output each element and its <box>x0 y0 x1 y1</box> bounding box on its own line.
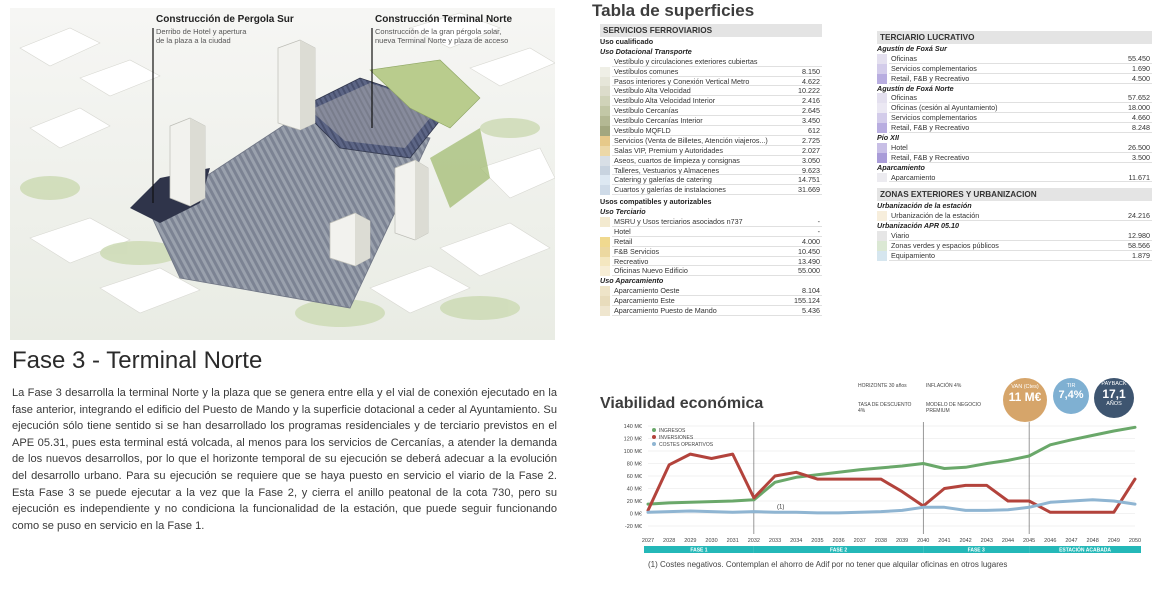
kpi-payback-value: 17,1 <box>1102 387 1126 401</box>
chart-footnote: (1) Costes negativos. Contemplan el ahorro de Adif por no tener que alquilar oficinas en otros lugares <box>648 560 1008 569</box>
phase-title: Fase 3 - Terminal Norte <box>12 347 263 374</box>
color-swatch <box>600 306 610 316</box>
phase-label: FASE 1 <box>690 547 708 554</box>
surface-row <box>600 237 822 247</box>
surface-value: 2.027 <box>802 145 820 155</box>
color-swatch <box>600 257 610 267</box>
surface-row <box>877 113 1152 123</box>
surface-label: Retail, F&B y Recreativo <box>891 123 970 133</box>
phase-label: FASE 2 <box>829 547 848 554</box>
color-swatch <box>600 86 610 96</box>
x-tick-label: 2028 <box>663 538 676 544</box>
surface-row <box>600 106 822 116</box>
surface-value: 4.660 <box>1132 113 1150 123</box>
color-swatch <box>877 93 887 103</box>
surface-value: 26.500 <box>1128 142 1150 152</box>
color-swatch <box>877 113 887 123</box>
legend-label: COSTES OPERATIVOS <box>659 442 714 448</box>
surface-label: Vestíbulo Cercanías <box>614 106 679 116</box>
x-tick-label: 2032 <box>747 538 760 544</box>
section-zonas-exteriores: ZONAS EXTERIORES Y URBANIZACION <box>877 188 1152 201</box>
surface-label: Vestíbulos comunes <box>614 66 679 76</box>
y-tick-label: 0 M€ <box>629 511 642 518</box>
x-tick-label: 2042 <box>959 538 972 544</box>
surface-value: 2.645 <box>802 106 820 116</box>
x-tick-label: 2027 <box>641 538 655 544</box>
row-divider <box>889 132 1152 133</box>
x-tick-label: 2047 <box>1065 538 1078 544</box>
surface-label: Aparcamiento Oeste <box>614 286 680 296</box>
surface-label: Vestíbulo y circulaciones exteriores cubiertas <box>614 56 758 66</box>
surface-label: Vestíbulo Alta Velocidad Interior <box>614 96 716 106</box>
x-tick-label: 2029 <box>684 538 697 544</box>
x-tick-label: 2048 <box>1086 538 1099 544</box>
surface-row <box>600 86 822 96</box>
surface-group-title: Uso Terciario <box>600 207 646 217</box>
y-tick-label: 120 M€ <box>623 436 642 443</box>
surface-row <box>600 116 822 126</box>
kpi-tir <box>1053 378 1089 414</box>
surface-row <box>877 241 1152 251</box>
legend-label: INVERSIONES <box>659 435 694 441</box>
color-swatch <box>600 77 610 87</box>
callout-norte-title: Construcción Terminal Norte <box>375 14 513 25</box>
surface-row <box>600 286 822 296</box>
surface-row <box>877 54 1152 64</box>
y-tick-label: 100 M€ <box>623 449 642 455</box>
surface-row <box>600 146 822 156</box>
color-swatch <box>600 227 610 237</box>
surfaces-table-left <box>600 24 822 316</box>
color-swatch <box>600 57 610 67</box>
color-swatch <box>600 126 610 136</box>
surface-row <box>877 143 1152 153</box>
surface-label: F&B Servicios <box>614 246 660 256</box>
aerial-drawing <box>10 8 555 340</box>
surface-label: Oficinas (cesión al Ayuntamiento) <box>891 103 998 113</box>
surface-value: 2.725 <box>802 135 820 145</box>
surface-label: Retail, F&B y Recreativo <box>891 152 970 162</box>
color-swatch <box>877 64 887 74</box>
legend-marker <box>652 442 656 446</box>
x-tick-label: 2031 <box>726 538 739 544</box>
surface-label: Vestíbulo MQFLD <box>614 126 671 136</box>
x-tick-label: 2030 <box>705 538 718 544</box>
surface-label: Aseos, cuartos de limpieza y consignas <box>614 155 740 165</box>
color-swatch <box>877 153 887 163</box>
row-divider <box>889 83 1152 84</box>
surface-group-title: Urbanización de la estación <box>877 201 972 211</box>
chart-annotation: (1) <box>777 504 785 511</box>
surface-row <box>600 257 822 267</box>
color-swatch <box>877 123 887 133</box>
y-tick-label: 80 M€ <box>626 461 642 468</box>
color-swatch <box>600 156 610 166</box>
surface-group-title: Uso Aparcamiento <box>600 276 664 286</box>
surface-label: Viario <box>891 231 910 241</box>
color-swatch <box>600 286 610 296</box>
viability-title: Viabilidad económica <box>600 395 764 412</box>
surface-value: 3.050 <box>802 155 820 165</box>
y-tick-label: -20 M€ <box>624 524 642 530</box>
color-swatch <box>600 237 610 247</box>
surface-row <box>877 64 1152 74</box>
surface-value: 8.104 <box>802 286 820 296</box>
legend-marker <box>652 428 656 432</box>
surface-label: Hotel <box>891 142 908 152</box>
section-terciario-lucrativo: TERCIARIO LUCRATIVO <box>877 31 1152 44</box>
surface-row <box>600 227 822 237</box>
surface-label: Servicios complementarios <box>891 63 977 73</box>
kpi-van-value: 11 M€ <box>1008 390 1042 404</box>
row-divider <box>612 315 822 316</box>
surface-value: 1.879 <box>1132 250 1150 260</box>
surface-label: Vestíbulo Cercanías Interior <box>614 116 703 126</box>
surface-value: 5.436 <box>802 306 820 316</box>
surface-value: 3.450 <box>802 116 820 126</box>
surface-label: Pasos interiores y Conexión Vertical Metro <box>614 76 750 86</box>
surface-label: Vestíbulo Alta Velocidad <box>614 86 691 96</box>
legend-tasa-descuento: TASA DE DESCUENTO 4% <box>858 402 912 414</box>
color-swatch <box>600 96 610 106</box>
color-swatch <box>600 136 610 146</box>
legend-marker <box>652 435 656 439</box>
surface-row <box>600 57 822 67</box>
surface-value: 10.450 <box>798 246 820 256</box>
x-tick-label: 2036 <box>832 538 845 544</box>
surface-label: Recreativo <box>614 256 649 266</box>
x-tick-label: 2040 <box>917 538 930 544</box>
surface-label: Zonas verdes y espacios públicos <box>891 241 999 251</box>
surface-row <box>600 175 822 185</box>
color-swatch <box>877 74 887 84</box>
x-tick-label: 2045 <box>1023 538 1036 544</box>
row-divider <box>889 162 1152 163</box>
color-swatch <box>877 241 887 251</box>
surface-label: Hotel <box>614 226 631 236</box>
color-swatch <box>600 67 610 77</box>
color-swatch <box>600 296 610 306</box>
x-tick-label: 2035 <box>811 538 824 544</box>
surface-row <box>600 247 822 257</box>
surface-row <box>877 74 1152 84</box>
color-swatch <box>600 185 610 195</box>
surface-label: Aparcamiento Puesto de Mando <box>614 306 717 316</box>
surface-row <box>877 103 1152 113</box>
callout-sur-desc-1: Derribo de Hotel y apertura <box>156 27 247 36</box>
surface-row <box>877 211 1152 221</box>
surface-label: Servicios complementarios <box>891 113 977 123</box>
surface-value: 24.216 <box>1128 211 1150 221</box>
row-divider <box>612 194 822 195</box>
subsection-uso-cualificado: Uso cualificado <box>600 37 654 46</box>
x-tick-label: 2050 <box>1128 538 1142 544</box>
surface-value: 8.248 <box>1132 123 1150 133</box>
surface-row <box>600 67 822 77</box>
surface-label: Retail, F&B y Recreativo <box>891 73 970 83</box>
surface-value: 11.671 <box>1128 172 1150 182</box>
surface-value: 4.622 <box>802 76 820 86</box>
surface-group-title: Pío XII <box>877 133 899 143</box>
kpi-payback-label: PAYBACK <box>1101 381 1127 387</box>
surface-label: Talleres, Vestuarios y Almacenes <box>614 165 720 175</box>
surface-row <box>877 251 1152 261</box>
x-tick-label: 2044 <box>1001 538 1015 544</box>
y-tick-label: 40 M€ <box>626 486 642 493</box>
surface-row <box>877 153 1152 163</box>
surface-value: 12.980 <box>1128 231 1150 241</box>
surface-row <box>600 156 822 166</box>
surface-value: - <box>817 226 820 236</box>
surface-row <box>877 123 1152 133</box>
surface-group-title: Agustín de Foxá Norte <box>877 83 954 93</box>
color-swatch <box>877 103 887 113</box>
surface-group-title: Aparcamiento <box>877 162 925 172</box>
surface-label: Cuartos y galerías de instalaciones <box>614 185 726 195</box>
color-swatch <box>600 106 610 116</box>
color-swatch <box>877 211 887 221</box>
surface-row <box>600 266 822 276</box>
surface-value: 58.566 <box>1128 241 1150 251</box>
row-divider <box>889 220 1152 221</box>
kpi-tir-value: 7,4% <box>1058 389 1084 401</box>
surface-row <box>877 93 1152 103</box>
surface-label: Urbanización de la estación <box>891 211 980 221</box>
phase-label: FASE 3 <box>967 547 985 554</box>
aerial-illustration <box>10 8 555 340</box>
surface-label: Retail <box>614 236 633 246</box>
surface-label: Servicios (Venta de Billetes, Atención viajeros...) <box>614 135 768 145</box>
phase-body: La Fase 3 desarrolla la terminal Norte y la plaza que se genera entre ella y el vial de conexión ejecutado en la fase anterior, integrando el edificio del Puesto de Mando y la superficie dotacional a ceder al Ayuntamiento. Su ejecución sólo tiene sentido si se han desarrollado los programas residenciales y de terciario previstos en el APE 05.31, pues esta terminal está volcada, al menos para los servicios de Cercanías, a atender la demanda de los nuevos desarrollos, por lo que el horizonte temporal de su ejecución se deberá adecuar a la evolución del desarrollo urbano. Para su ejecución se requiere que se haya puesto en servicio el viario de la Fase 2. Esta Fase 3 se puede ejecutar a la vez que la Fase 2, y cierra el anillo peatonal de la cota 730, pero su ejecución es independiente y no condiciona la funcionalidad de la estación, que puede seguir funcionando como se puso en servicio en la Fase 1. <box>12 387 557 532</box>
phase-label: ESTACIÓN ACABADA <box>1059 547 1112 554</box>
surface-value: 10.222 <box>798 86 820 96</box>
surface-row <box>600 77 822 87</box>
x-tick-label: 2046 <box>1044 538 1057 544</box>
surface-value: 3.500 <box>1132 152 1150 162</box>
row-divider <box>612 275 822 276</box>
surface-value: 8.150 <box>802 66 820 76</box>
x-tick-label: 2043 <box>980 538 993 544</box>
color-swatch <box>600 116 610 126</box>
x-tick-label: 2037 <box>853 538 866 544</box>
kpi-payback <box>1094 378 1134 418</box>
row-divider <box>889 181 1152 182</box>
color-swatch <box>600 247 610 257</box>
surface-label: Equipamiento <box>891 250 935 260</box>
series-line <box>648 454 1135 512</box>
x-tick-label: 2041 <box>938 538 951 544</box>
color-swatch <box>600 217 610 227</box>
surface-value: 612 <box>808 126 820 136</box>
surface-label: MSRU y Usos terciarios asociados n737 <box>614 217 743 227</box>
surface-row <box>877 231 1152 241</box>
surface-value: - <box>817 217 820 227</box>
color-swatch <box>600 146 610 156</box>
surface-row <box>600 217 822 227</box>
surface-row <box>600 96 822 106</box>
kpi-van-label: VAN (Ctes) <box>1011 384 1039 390</box>
surfaces-table-title: Tabla de superficies <box>592 1 755 20</box>
surface-value: 1.690 <box>1132 63 1150 73</box>
y-tick-label: 20 M€ <box>626 499 642 505</box>
color-swatch <box>877 231 887 241</box>
legend-inflacion: INFLACIÓN 4% <box>926 383 962 389</box>
color-swatch <box>600 175 610 185</box>
y-tick-label: 140 M€ <box>623 424 642 430</box>
kpi-tir-label: TIR <box>1066 383 1076 389</box>
surface-row <box>877 173 1152 183</box>
legend-label: INGRESOS <box>659 428 686 434</box>
x-tick-label: 2039 <box>895 538 909 544</box>
surface-value: 31.669 <box>798 185 820 195</box>
surface-value: 13.490 <box>798 256 820 266</box>
surface-group-title: Agustín de Foxá Sur <box>877 44 947 53</box>
surface-value: 55.450 <box>1128 53 1150 63</box>
color-swatch <box>877 143 887 153</box>
viability-chart <box>600 420 1145 565</box>
surface-group-title: Uso Dotacional Transporte <box>600 46 692 56</box>
surface-group-title: Urbanización APR 05.10 <box>877 221 960 231</box>
color-swatch <box>877 173 887 183</box>
surface-value: 9.623 <box>802 165 820 175</box>
legend-horizonte: HORIZONTE 30 años <box>858 383 907 389</box>
surface-value: 18.000 <box>1128 103 1150 113</box>
surface-value: 57.652 <box>1128 93 1150 103</box>
surface-row <box>600 306 822 316</box>
viability-chart-svg <box>600 420 1145 565</box>
surface-value: 4.000 <box>802 236 820 246</box>
surfaces-table-right <box>877 31 1152 261</box>
color-swatch <box>877 251 887 261</box>
surface-label: Salas VIP, Premium y Autoridades <box>614 145 723 155</box>
y-tick-label: 60 M€ <box>626 474 642 480</box>
x-tick-label: 2033 <box>768 538 782 544</box>
x-tick-label: 2049 <box>1107 538 1120 544</box>
surface-value: 4.500 <box>1132 73 1150 83</box>
x-tick-label: 2038 <box>874 538 888 544</box>
surface-label: Oficinas <box>891 53 917 63</box>
legend-modelo-negocio: MODELO DE NEGOCIO PREMIUM <box>926 402 982 414</box>
color-swatch <box>600 266 610 276</box>
surface-row <box>600 166 822 176</box>
row-divider <box>889 260 1152 261</box>
callout-norte-desc-2: nueva Terminal Norte y plaza de acceso <box>375 36 509 45</box>
surface-value: 155.124 <box>794 296 820 306</box>
kpi-payback-sub: AÑOS <box>1106 401 1122 407</box>
kpi-van <box>1003 378 1047 422</box>
color-swatch <box>600 166 610 176</box>
surface-row <box>600 136 822 146</box>
surface-label: Oficinas <box>891 93 917 103</box>
color-swatch <box>877 54 887 64</box>
subsection-usos-compatibles: Usos compatibles y autorizables <box>600 197 712 207</box>
callout-sur-title: Construcción de Pergola Sur <box>156 14 294 25</box>
surface-label: Oficinas Nuevo Edificio <box>614 266 688 276</box>
surface-value: 14.751 <box>798 175 820 185</box>
callout-norte-desc-1: Construcción de la gran pérgola solar, <box>375 27 502 36</box>
x-tick-label: 2034 <box>790 538 803 544</box>
surface-value: 2.416 <box>802 96 820 106</box>
callout-sur-desc-2: de la plaza a la ciudad <box>156 36 231 45</box>
surface-row <box>600 185 822 195</box>
surface-label: Catering y galerías de catering <box>614 175 712 185</box>
surface-row <box>600 126 822 136</box>
series-line <box>648 427 1135 504</box>
surface-label: Aparcamiento Este <box>614 296 675 306</box>
surface-label: Aparcamiento <box>891 172 936 182</box>
section-servicios-ferroviarios: SERVICIOS FERROVIARIOS <box>600 24 822 37</box>
surface-row <box>600 296 822 306</box>
surface-value: 55.000 <box>798 266 820 276</box>
